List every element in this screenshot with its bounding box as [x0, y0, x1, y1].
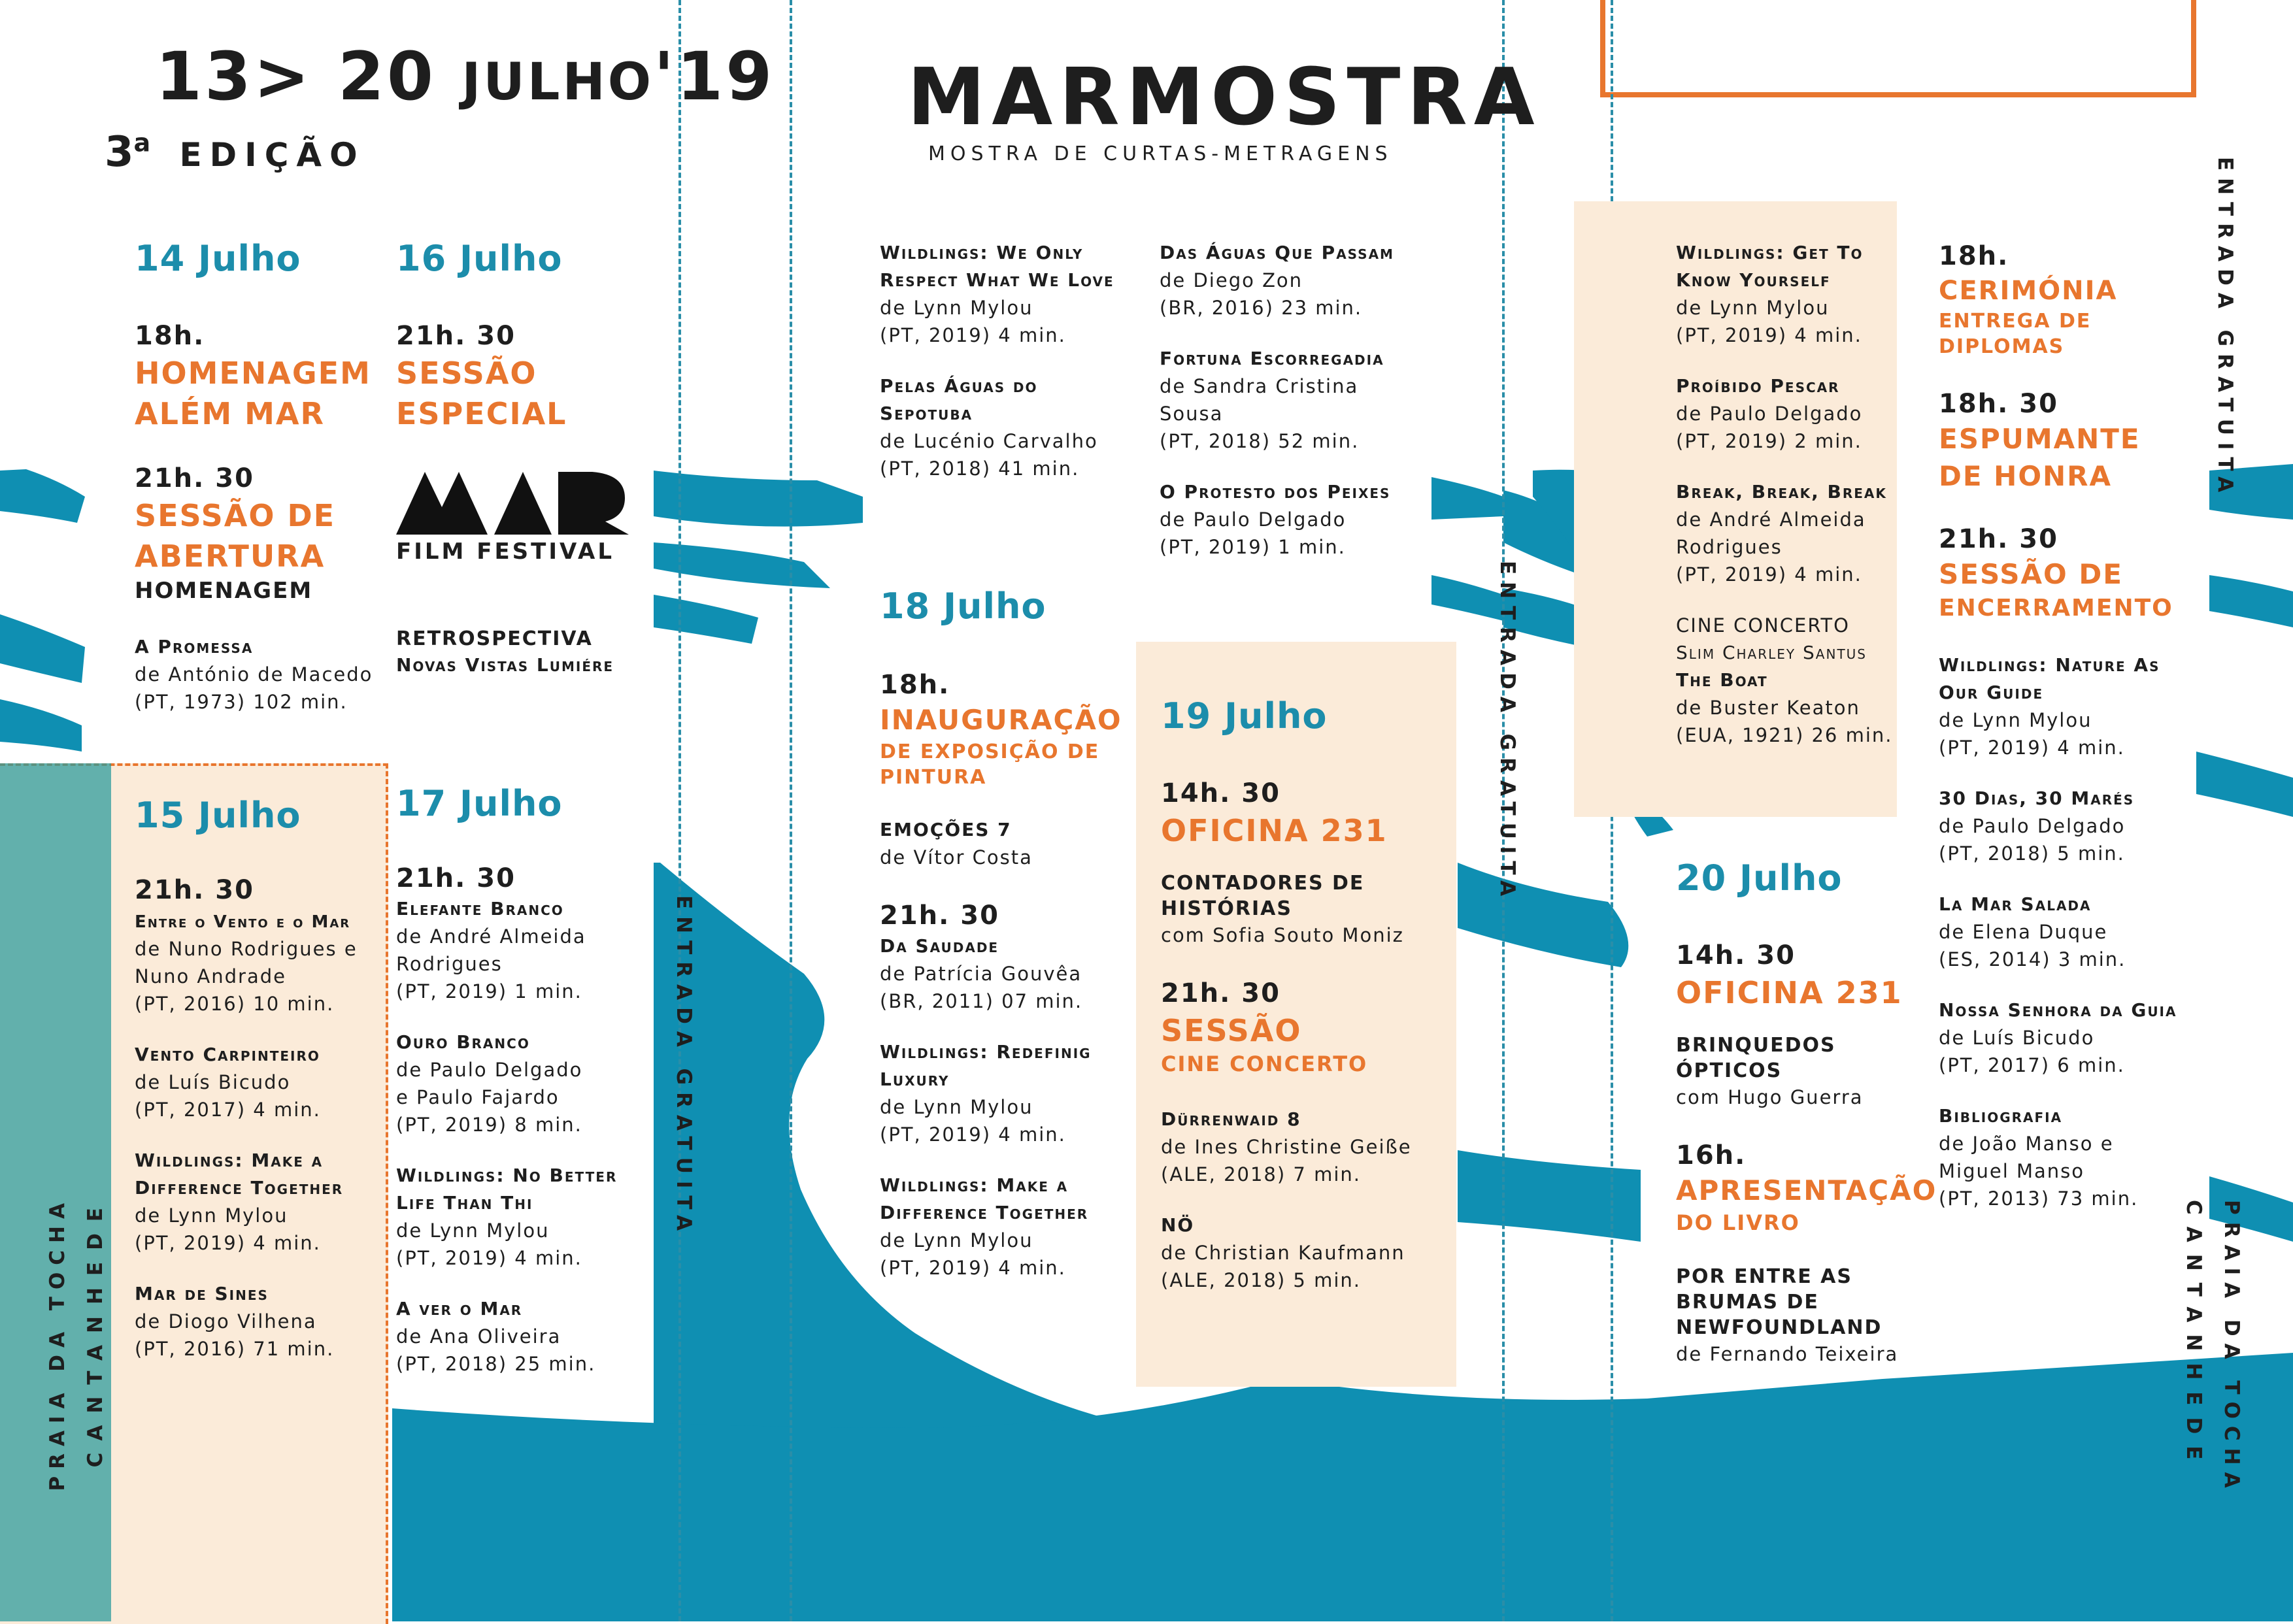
film-director: de Elena Duque: [1939, 921, 2108, 944]
film-title: Proíbido Pescar: [1676, 375, 1840, 397]
film-director: de Lynn Mylou: [1676, 297, 1830, 319]
film-title: Ouro Branco: [396, 1031, 530, 1053]
film-director: de Paulo Delgado: [1160, 508, 1347, 531]
retro-subtitle: Novas Vistas Lumiére: [396, 654, 614, 676]
edition-number: 3: [105, 128, 134, 176]
film-director: de Lynn Mylou: [880, 297, 1033, 319]
film-info: (ALE, 2018) 7 min.: [1161, 1163, 1361, 1185]
film-title: Wildlings: Redefinig Luxury: [880, 1040, 1092, 1090]
workshop-title: CONTADORES DE HISTÓRIAS: [1161, 872, 1365, 921]
exhibition-author: de Vítor Costa: [880, 846, 1033, 869]
event-title: SESSÃO DE: [1939, 558, 2123, 591]
film-info: (PT, 2018) 25 min.: [396, 1353, 596, 1376]
day-18-content: [880, 668, 1128, 1282]
event-subtitle: ENTREGA DE DIPLOMAS: [1939, 310, 2092, 358]
film-info: (PT, 2019) 4 min.: [880, 1256, 1066, 1279]
event-title: CERIMÓNIA: [1939, 276, 2118, 306]
date-20-julho: 20 Julho: [1676, 857, 1843, 899]
film-info: Nuno Andrade: [135, 965, 286, 988]
film-info: (PT, 2019) 4 min.: [135, 1232, 321, 1255]
retrospectiva: [396, 626, 658, 679]
date-17-julho: 17 Julho: [396, 783, 563, 824]
film-director: de Lynn Mylou: [396, 1219, 550, 1242]
time: 21h. 30: [135, 875, 254, 905]
time: 14h. 30: [1161, 778, 1280, 808]
location-place: PRAIA DA TOCHA: [2220, 1200, 2243, 1495]
film-director: de João Manso e: [1939, 1133, 2114, 1155]
film-info: (PT, 2019) 4 min.: [1676, 324, 1862, 347]
event-title: APRESENTAÇÃO: [1676, 1174, 1937, 1207]
film-director: de Diogo Vilhena: [135, 1310, 317, 1333]
location-place: PRAIA DA TOCHA: [46, 1196, 69, 1491]
right-top-films: [1676, 239, 1898, 749]
event-subtitle: DO LIVRO: [1676, 1210, 1800, 1235]
film-info: (ES, 2014) 3 min.: [1939, 948, 2126, 971]
date-18-julho: 18 Julho: [880, 586, 1046, 627]
event-title-cont: ENCERRAMENTO: [1939, 595, 2173, 622]
edition-sup: a: [133, 128, 151, 157]
film-info: (PT, 2013) 73 min.: [1939, 1187, 2139, 1210]
date-14-julho: 14 Julho: [135, 238, 301, 279]
festival-dates: [156, 38, 775, 116]
entrada-gratuita-label: ENTRADA GRATUITA: [672, 895, 695, 1238]
festival-subtitle: MOSTRA DE CURTAS-METRAGENS: [928, 142, 1393, 165]
divider-dashed: [790, 0, 792, 1621]
time: 21h. 30: [396, 863, 516, 893]
film-info: (PT, 2016) 10 min.: [135, 993, 335, 1016]
book-title: POR ENTRE AS BRUMAS DE NEWFOUNDLAND: [1676, 1265, 1883, 1340]
film-info: (PT, 2019) 4 min.: [1939, 736, 2125, 759]
film-director: de Nuno Rodrigues e: [135, 938, 358, 960]
film-title: Wildlings: Make a Difference Together: [135, 1150, 344, 1199]
day-20-content: [1676, 938, 1937, 1368]
edition-label: [105, 128, 365, 176]
film-info: Rodrigues: [1676, 536, 1783, 559]
film-title: Bibliografia: [1939, 1105, 2063, 1127]
time: 16h.: [1676, 1140, 1747, 1171]
mar-logo-icon: [396, 471, 631, 536]
day-15-content: [135, 873, 377, 1363]
mid-top-right: [1160, 239, 1421, 561]
film-info: (PT, 2019) 4 min.: [1676, 563, 1862, 586]
dates-year: '19: [654, 38, 775, 116]
film-title: Fortuna Escorregadia: [1160, 348, 1384, 370]
film-info: (PT, 2019) 4 min.: [880, 324, 1066, 347]
film-title: NÖ: [1161, 1214, 1195, 1236]
film-director: de Patrícia Gouvêa: [880, 962, 1082, 985]
film-director: de Ana Oliveira: [396, 1325, 561, 1348]
event-title: SESSÃO ESPECIAL: [396, 356, 567, 432]
date-19-julho: 19 Julho: [1161, 695, 1328, 737]
film-info: (PT, 2017) 4 min.: [135, 1099, 321, 1121]
film-info: (PT, 2019) 8 min.: [396, 1114, 582, 1136]
film-title: Pelas Águas do Sepotuba: [880, 375, 1038, 425]
film-director: de Ines Christine Geiße: [1161, 1135, 1412, 1158]
film-title: 30 Dias, 30 Marés: [1939, 787, 2135, 809]
film-director: de Paulo Delgado: [396, 1059, 583, 1082]
time: 21h. 30: [396, 321, 516, 351]
film-director: de Lynn Mylou: [880, 1095, 1033, 1118]
event-title: SESSÃO DE ABERTURA: [135, 498, 336, 574]
film-info: (PT, 2019) 2 min.: [1676, 430, 1862, 453]
film-director: de Luís Bicudo: [135, 1071, 291, 1094]
film-title: Das Águas Que Passam: [1160, 242, 1394, 263]
film-info: (PT, 2019) 4 min.: [396, 1247, 582, 1270]
entrada-gratuita-label: ENTRADA GRATUITA: [2213, 157, 2237, 500]
film-title: Dürrenwaid 8: [1161, 1108, 1301, 1130]
workshop-title: BRINQUEDOS ÓPTICOS: [1676, 1034, 1836, 1083]
divider-dashed: [678, 0, 681, 1621]
film-director: de Paulo Delgado: [1676, 403, 1863, 425]
film-title: La Mar Salada: [1939, 893, 2092, 916]
film-director: de Lynn Mylou: [1939, 708, 2092, 731]
dates-range: 13> 20: [156, 38, 436, 116]
cine-concerto-artist: Slim Charley Santus: [1676, 642, 1867, 664]
film-info: e Paulo Fajardo: [396, 1086, 560, 1109]
time: 18h. 30: [1939, 389, 2058, 419]
film-title: Wildlings: We Only Respect What We Love: [880, 242, 1114, 291]
workshop-host: com Hugo Guerra: [1676, 1086, 1864, 1109]
film-info: (PT, 2019) 1 min.: [1160, 536, 1346, 559]
time: 21h. 30: [135, 463, 254, 494]
film-director: de Lynn Mylou: [135, 1204, 288, 1227]
event-title: HOMENAGEM ALÉM MAR: [135, 356, 371, 432]
film-title: A ver o Mar: [396, 1298, 523, 1320]
closing-content: [1939, 239, 2181, 1212]
film-info: Miguel Manso: [1939, 1160, 2085, 1183]
film-info: (PT, 2018) 52 min.: [1160, 430, 1360, 453]
event-title: OFICINA 231: [1676, 975, 1903, 1010]
entrada-gratuita-label: ENTRADA GRATUITA: [1496, 561, 1519, 904]
festival-title: MARMOSTRA: [907, 52, 1541, 143]
film-info: (BR, 2011) 07 min.: [880, 989, 1083, 1012]
film-info: (PT, 2018) 5 min.: [1939, 842, 2125, 865]
mar-logo-sub: FILM FESTIVAL: [396, 539, 614, 565]
cine-concerto-label: CINE CONCERTO: [1676, 614, 1850, 637]
time: 21h. 30: [1939, 524, 2058, 555]
film-info: (ALE, 2018) 5 min.: [1161, 1268, 1361, 1291]
event-subtitle: DE EXPOSIÇÃO DE PINTURA: [880, 740, 1100, 789]
film-info: (PT, 2019) 4 min.: [880, 1123, 1066, 1146]
day-16-content: [396, 319, 658, 434]
event-title: SESSÃO: [1161, 1013, 1302, 1049]
time: 21h. 30: [1161, 978, 1280, 1009]
exhibition-title: EMOÇÕES 7: [880, 818, 1012, 840]
film-director: de Diego Zon: [1160, 269, 1303, 291]
film-info: (PT, 1973) 102 min.: [135, 690, 348, 713]
film-title: Wildlings: No Better Life Than Thi: [396, 1165, 618, 1214]
film-info: (PT, 2019) 1 min.: [396, 980, 582, 1003]
film-title: Wildlings: Get To Know Yourself: [1676, 242, 1864, 291]
time: 18h.: [880, 670, 950, 700]
edition-text: EDIÇÃO: [179, 136, 365, 174]
date-16-julho: 16 Julho: [396, 238, 563, 279]
film-title: Wildlings: Nature As Our Guide: [1939, 654, 2160, 703]
film-director: de Lucénio Carvalho: [880, 430, 1098, 453]
film-title: Nossa Senhora da Guia: [1939, 999, 2177, 1021]
film-title: Mar de Sines: [135, 1283, 269, 1305]
day-17-content: [396, 861, 658, 1378]
film-title: Da Saudade: [880, 935, 999, 957]
film-info: (PT, 2016) 71 min.: [135, 1338, 335, 1361]
film-director: de Buster Keaton: [1676, 697, 1860, 720]
film-info: Rodrigues: [396, 953, 503, 976]
film-title: A Promessa: [135, 635, 254, 657]
dates-month: JULHO: [461, 53, 654, 112]
film-title: Wildlings: Make a Difference Together: [880, 1174, 1089, 1223]
retro-title: RETROSPECTIVA: [396, 627, 593, 650]
film-director: de Paulo Delgado: [1939, 814, 2126, 837]
mid-top-left: [880, 239, 1128, 482]
day-19-content: [1161, 776, 1442, 1294]
film-director: de André Almeida: [396, 925, 586, 948]
film-info: (PT, 2017) 6 min.: [1939, 1054, 2125, 1077]
location-town: CANTANHEDE: [84, 1196, 107, 1468]
panel-15-overlay: [0, 763, 111, 1621]
film-director: de Luís Bicudo: [1939, 1027, 2095, 1050]
time: 18h.: [135, 321, 205, 351]
film-director: de Christian Kaufmann: [1161, 1241, 1405, 1264]
location-town: CANTANHEDE: [2182, 1200, 2205, 1472]
film-director: de Lynn Mylou: [880, 1229, 1033, 1251]
film-director: de André Almeida: [1676, 508, 1866, 531]
book-author: de Fernando Teixeira: [1676, 1343, 1899, 1366]
film-info: Sousa: [1160, 403, 1224, 425]
event-title: ESPUMANTE DE HONRA: [1939, 423, 2141, 492]
event-subtitle: CINE CONCERTO: [1161, 1052, 1368, 1077]
film-title: Elefante Branco: [396, 898, 564, 920]
event-title: INAUGURAÇÃO: [880, 704, 1122, 736]
mar-film-festival-logo: [396, 471, 631, 565]
film-info: (EUA, 1921) 26 min.: [1676, 724, 1893, 747]
film-info: (BR, 2016) 23 min.: [1160, 297, 1363, 320]
event-subtitle: HOMENAGEM: [135, 578, 313, 605]
date-15-julho: 15 Julho: [135, 795, 301, 836]
film-info: (PT, 2018) 41 min.: [880, 457, 1080, 480]
film-title: Break, Break, Break: [1676, 481, 1887, 503]
film-director: de António de Macedo: [135, 663, 373, 686]
film-title: Vento Carpinteiro: [135, 1044, 320, 1066]
time: 21h. 30: [880, 900, 999, 931]
film-title: The Boat: [1676, 669, 1768, 691]
time: 14h. 30: [1676, 940, 1796, 970]
event-title: OFICINA 231: [1161, 813, 1388, 848]
film-title: O Protesto dos Peixes: [1160, 481, 1391, 503]
time: 18h.: [1939, 241, 2009, 271]
day-14-content: [135, 319, 377, 716]
film-title: Entre o Vento e o Mar: [135, 912, 351, 932]
workshop-host: com Sofia Souto Moniz: [1161, 924, 1404, 947]
film-director: de Sandra Cristina: [1160, 375, 1359, 398]
